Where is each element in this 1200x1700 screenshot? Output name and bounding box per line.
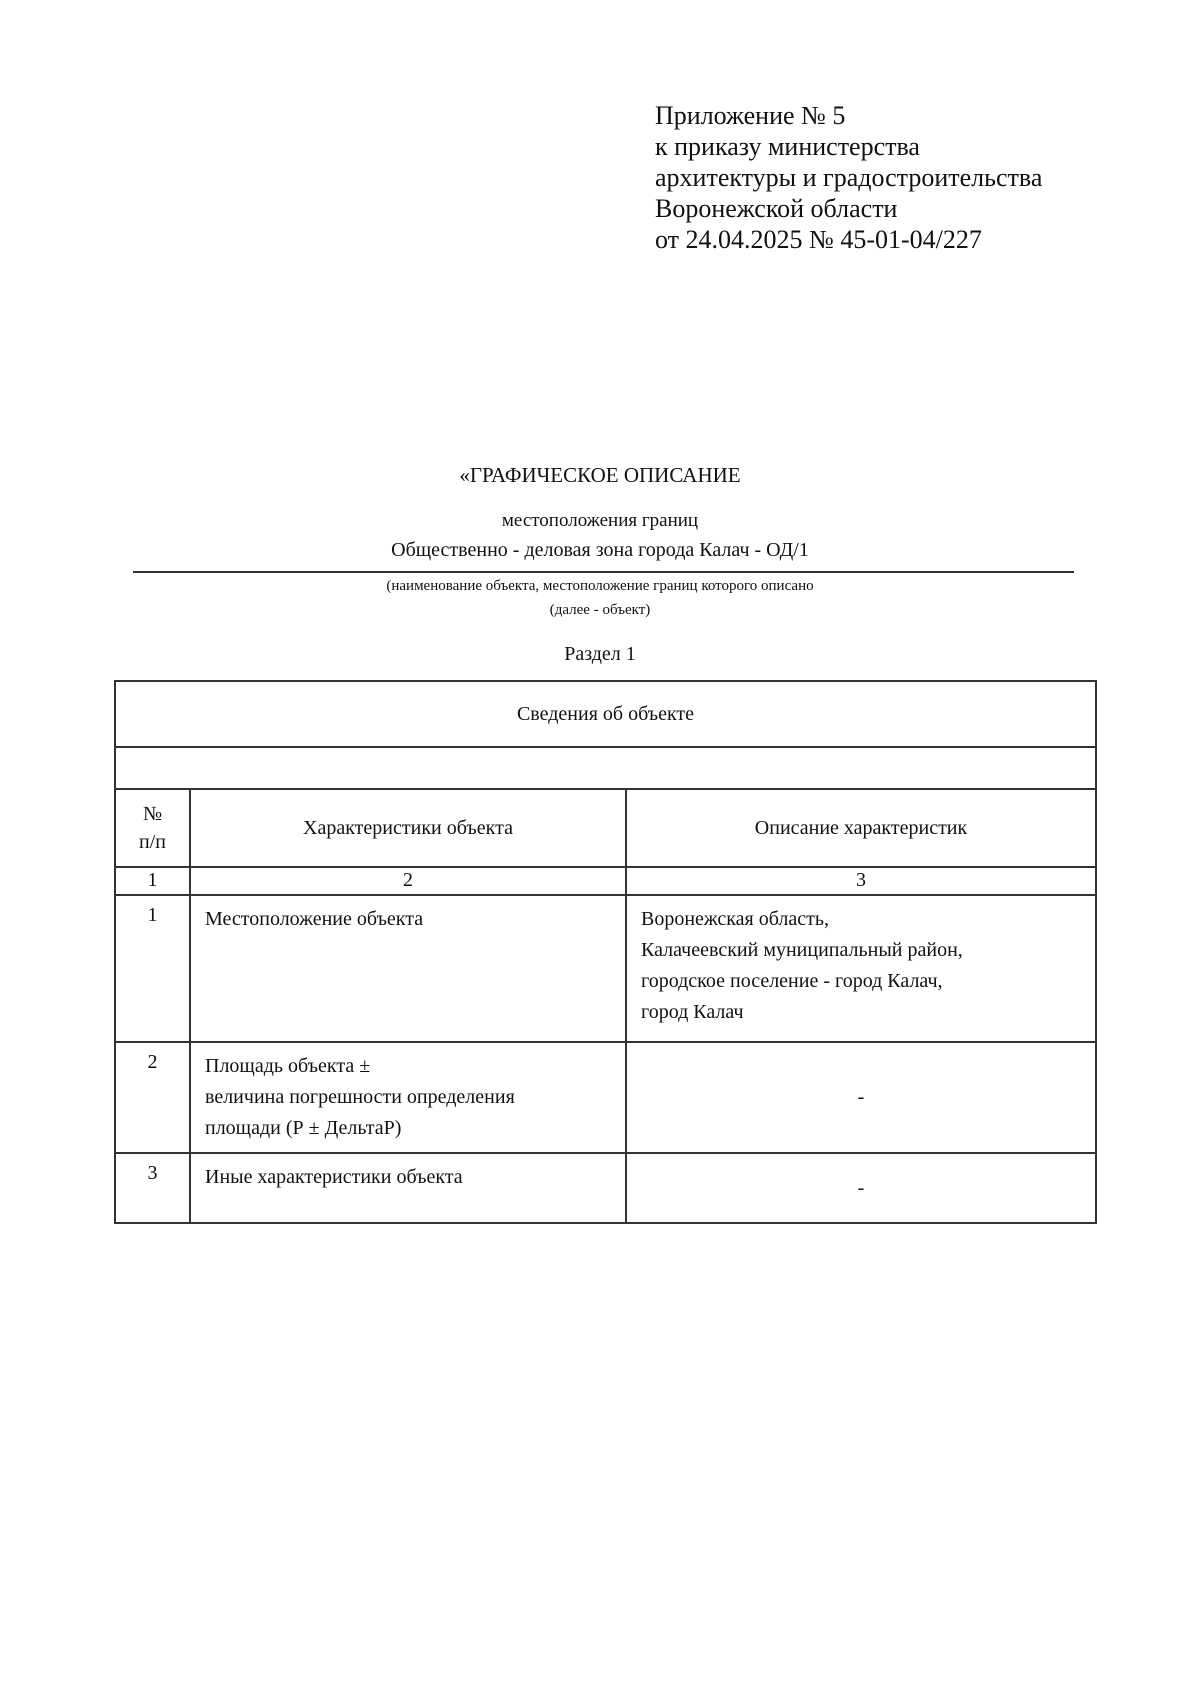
underline-divider: [133, 571, 1074, 573]
row-description: -: [626, 1153, 1096, 1223]
document-title: «ГРАФИЧЕСКОЕ ОПИСАНИЕ: [459, 463, 741, 487]
row-description: -: [626, 1042, 1096, 1153]
object-name: Общественно - деловая зона города Калач - ОД/1: [391, 539, 809, 561]
object-info-table: [114, 680, 1097, 1224]
column-header-characteristics: Характеристики объекта: [190, 789, 626, 867]
column-header-number: [115, 789, 190, 867]
characteristic-line: величина погрешности определения: [205, 1086, 515, 1108]
document-subtitle: местоположения границ: [501, 510, 699, 531]
appendix-line: Приложение № 5: [655, 101, 846, 130]
row-characteristic: Местоположение объекта: [190, 895, 626, 1042]
table-row: [115, 895, 1096, 1042]
empty-row: [115, 747, 1096, 789]
description-line: город Калач: [641, 1001, 744, 1023]
appendix-block: [655, 100, 1042, 255]
section-label: Раздел 1: [564, 643, 636, 665]
object-name-note-continued: (далее - объект): [549, 602, 651, 618]
object-name-note: (наименование объекта, местоположение границ которого описано: [386, 578, 814, 594]
description-line: городское поселение - город Калач,: [641, 970, 943, 992]
row-characteristic: [190, 1042, 626, 1153]
column-number: 2: [190, 867, 626, 895]
header-num-abbrev: п/п: [139, 831, 166, 853]
row-characteristic: Иные характеристики объекта: [190, 1153, 626, 1223]
appendix-line: архитектуры и градостроительства: [655, 163, 1043, 192]
column-header-description: Описание характеристик: [626, 789, 1096, 867]
column-number: 3: [626, 867, 1096, 895]
row-description: [626, 895, 1096, 1042]
appendix-line: Воронежской области: [655, 194, 898, 223]
column-number: 1: [115, 867, 190, 895]
appendix-line: к приказу министерства: [655, 132, 920, 161]
description-line: Калачеевский муниципальный район,: [641, 939, 963, 961]
row-number: 1: [115, 895, 190, 1042]
appendix-line: от 24.04.2025 № 45-01-04/227: [655, 225, 982, 254]
table-row: [115, 1153, 1096, 1223]
characteristic-line: площади (Р ± ДельтаР): [205, 1117, 402, 1139]
header-num-symbol: №: [142, 803, 163, 825]
row-number: 2: [115, 1042, 190, 1153]
table-row: [115, 1042, 1096, 1153]
row-number: 3: [115, 1153, 190, 1223]
description-line: Воронежская область,: [641, 908, 830, 930]
characteristic-line: Площадь объекта ±: [205, 1055, 371, 1077]
table-caption: Сведения об объекте: [115, 681, 1096, 747]
